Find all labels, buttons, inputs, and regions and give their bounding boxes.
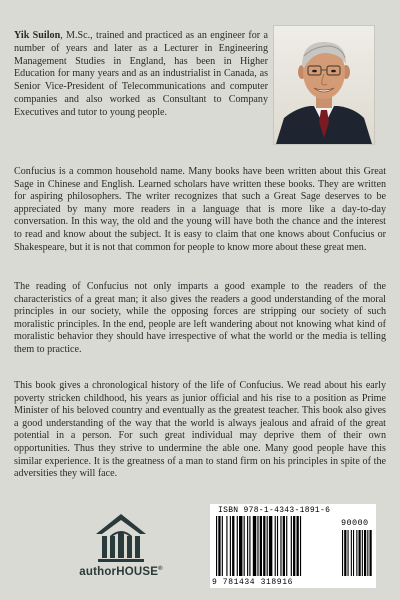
description-paragraph-2: The reading of Confucius not only imparts a good example to the readers of the characteristics of a great man; it also gives the readers a good understanding of the moral principles in our society, while the opposing forces are stripping our society of such moralistic principles. In the end, people are left wandering about not knowing what kind of moralistic behavior they should have irrespective of what the world or the media is telling them to practice.: [14, 281, 386, 355]
publisher-wordmark: authorHOUSE: [79, 566, 159, 578]
author-bio: [14, 30, 268, 120]
isbn-barcode: [210, 504, 376, 588]
publisher-name: [66, 566, 176, 578]
publisher-logo: [66, 510, 176, 582]
author-portrait-image: [274, 26, 374, 144]
author-bio-text: , M.Sc., trained and practiced as an engineer for a number of years and later as a Lecturer in Engineering Management Studies in England, has been in Higher Education for many years and as an industrialist in Canada, as Senior Vice-President of Telecommunications and computer companies and also worked as Consultant to Company Executives and tutor to young people.: [14, 30, 268, 118]
registered-mark: ®: [158, 566, 163, 573]
price-code: 90000: [341, 518, 369, 528]
barcode-bars: [214, 516, 376, 580]
isbn-label: ISBN 978-1-4343-1891-6: [218, 506, 331, 515]
publisher-house-icon: [66, 510, 176, 566]
description-paragraph-3: This book gives a chronological history of the life of Confucius. We read about his early poverty stricken childhood, his years as junior official and his rise to a position as Prime Minister of his beloved country and eventually as the greatest teacher. This book also gives a good understanding of the way that the world is always jealous and afraid of the great potential in a person. For such great individual may deprive them of their own opportunities. Thus they strive to undermine the able one. Many good people have this similar experience. It is the greatness of a man to stand firm on his principles in spite of the adversities they will face.: [14, 380, 386, 480]
barcode-digits: 9 781434 318916: [212, 578, 294, 587]
description-paragraph-1: Confucius is a common household name. Many books have been written about this Great Sage in Chinese and English. Learned scholars have written these books. They are written for aspiring philosophers. The writer recognizes that such a Great Sage deserves to be appreciated by many more readers in a language that is more like a day-to-day conversation. In this way, the old and the young will have both the chance and the interest to read and know about the subject. It is easy to claim that one knows about Confucius or Shakespeare, but it is not that common for people to know more about these great men.: [14, 166, 386, 253]
author-name: Yik Suilon: [14, 30, 61, 41]
author-photo: [274, 26, 374, 144]
